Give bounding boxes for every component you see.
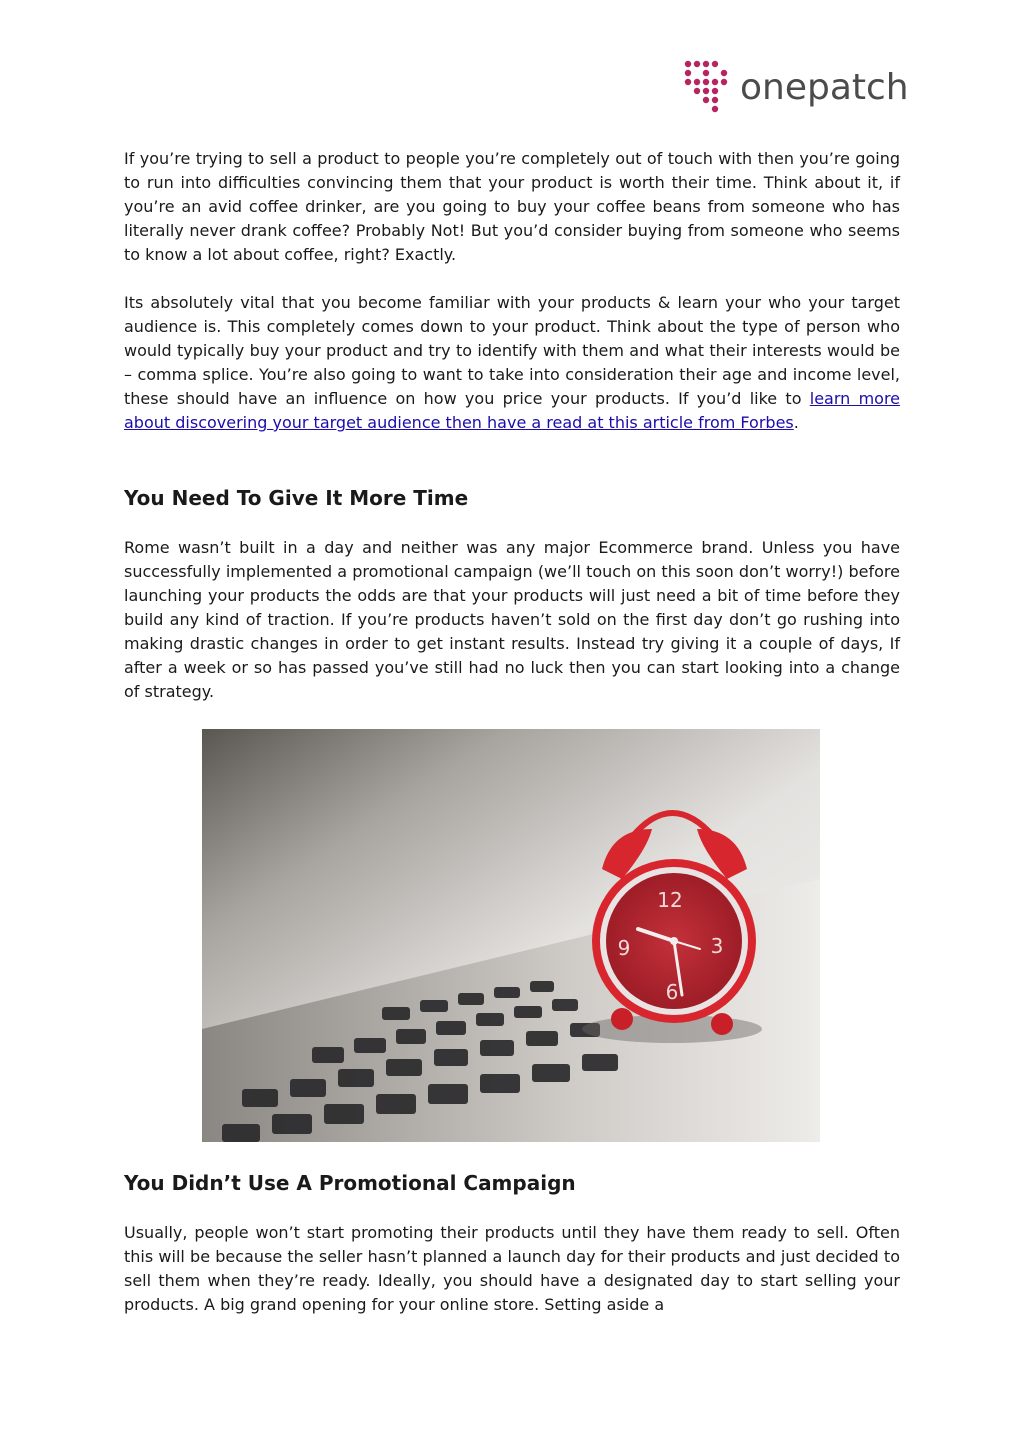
heading-2-wrap: [124, 1169, 900, 1197]
section-heading-more-time: You Need To Give It More Time: [124, 486, 469, 510]
clock-numeral-9: 9: [617, 936, 631, 960]
logo-dot-grid-icon: [684, 58, 744, 118]
clock-numeral-3: 3: [710, 934, 724, 958]
logo-wordmark: onepatch: [740, 67, 909, 108]
onepatch-logo[interactable]: [684, 58, 909, 118]
clock-numeral-6: 6: [665, 980, 679, 1004]
photo-illustration: [202, 729, 820, 1142]
paragraph-2-end: .: [793, 413, 799, 432]
heading-1-wrap: [124, 484, 900, 512]
paragraph-2: [124, 291, 900, 435]
more-time-section: [124, 536, 900, 704]
paragraph-3: Rome wasn’t built in a day and neither was any major Ecommerce brand. Unless you have successfully implemented a promotional campaign (we’ll touch on this soon don’t worry!) before launching your products the odds are that your products will just need a bit of time before they build any kind of traction. If you’re products haven’t sold on the first day don’t go rushing into making drastic changes in order to get instant results. Instead try giving it a couple of days, If after a week or so has passed you’ve still had no luck then you can start looking into a change of strategy.: [124, 538, 900, 701]
clock-numeral-12: 12: [657, 888, 683, 912]
section-heading-promotional-campaign: You Didn’t Use A Promotional Campaign: [124, 1171, 576, 1195]
forbes-article-link[interactable]: learn more about discovering your target audience then have a read at this article from Forbes: [124, 389, 901, 432]
paragraph-4: Usually, people won’t start promoting their products until they have them ready to sell. Often this will be because the seller hasn’t planned a launch day for their products and just decided to sell them when they’re ready. Ideally, you should have a designated day to start selling your products. A big grand opening for your online store. Setting aside a: [124, 1223, 900, 1314]
intro-section: [124, 147, 900, 267]
alarm-clock-keyboard-photo: [202, 729, 820, 1142]
paragraph-1: If you’re trying to sell a product to people you’re completely out of touch with then you’re going to run into difficulties convincing them that your product is worth their time. Think about it, if you’re an avid coffee drinker, are you going to buy your coffee beans from someone who has literally never drank coffee? Probably Not! But you’d consider buying from someone who seems to know a lot about coffee, right? Exactly.: [124, 149, 900, 264]
promotional-section: [124, 1221, 900, 1317]
audience-section: [124, 291, 900, 435]
paragraph-2-text: Its absolutely vital that you become familiar with your products & learn your who your target audience is. This completely comes down to your product. Think about the type of person who would typically buy your product and try to identify with them and what their interests would be – comma splice. You’re also going to want to take into consideration their age and income level, these should have an influence on how you price your products. If you’d like to: [124, 293, 900, 408]
